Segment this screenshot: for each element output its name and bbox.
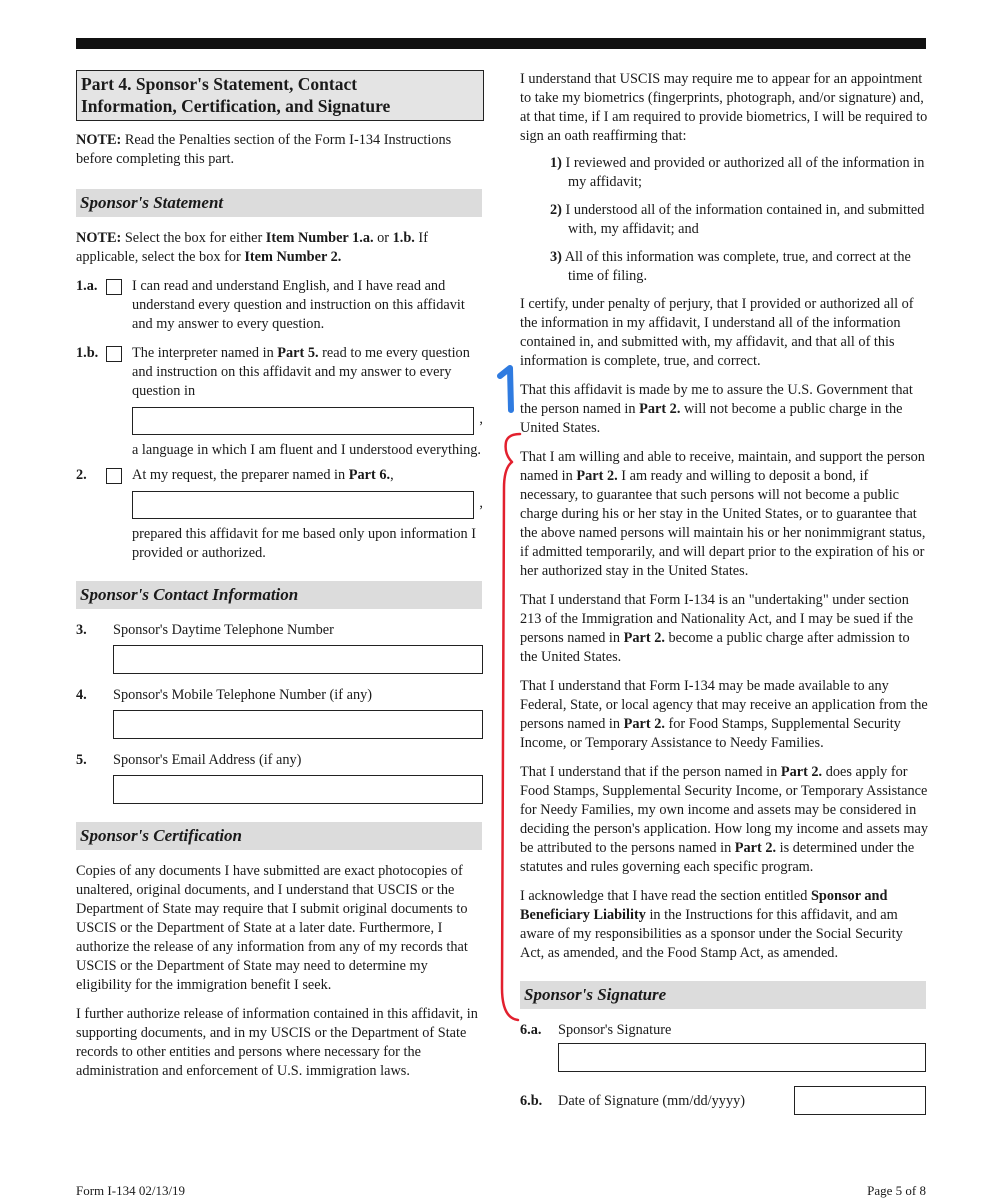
- email-input[interactable]: [113, 775, 483, 804]
- signature-6b: 6.b. Date of Signature (mm/dd/yyyy): [520, 1092, 928, 1111]
- field-5: 5. Sponsor's Email Address (if any): [76, 751, 484, 804]
- signature-label: Sponsor's Signature: [558, 1022, 672, 1038]
- item-1b: [76, 344, 484, 460]
- part-note: NOTE: Read the Penalties section of the Form I-134 Instructions before completing this part.: [76, 132, 452, 167]
- part-title-line1: Part 4. Sponsor's Statement, Contact: [81, 74, 358, 94]
- section-heading-statement: Sponsor's Statement: [76, 189, 482, 217]
- oath-item-3: 3) All of this information was complete, true, and correct at the time of filing.: [550, 249, 911, 284]
- section-heading-certification: Sponsor's Certification: [76, 822, 482, 850]
- statement-note: NOTE: Select the box for either Item Number 1.a. or 1.b. If applicable, select the box for Item Number 2.: [76, 230, 428, 265]
- liability-acknowledgement: I acknowledge that I have read the section entitled Sponsor and Beneficiary Liability in the Instructions for this affidavit, and am aware of my responsibilities as a sponsor under the Social Security Act, as amended, and the Food Stamp Act, as amended.: [520, 888, 903, 961]
- oath-list: [550, 154, 928, 286]
- benefits-application: That I understand that if the person named in Part 2. does apply for Food Stamps, Supplemental Security Income, or Temporary Assistance for Needy Families, my own income and assets may be considered in deciding the person's application. How long my income and assets may be attributed to the persons named in Part 2. is determined under the statutes and rules governing each specific program.: [520, 764, 928, 875]
- signature-input[interactable]: [558, 1043, 926, 1072]
- item-1a-text: I can read and understand English, and I have read and understand every question and instruction on this affidavit and my answer to every question.: [132, 278, 465, 332]
- item-number: 1.a.: [76, 278, 98, 294]
- daytime-phone-input[interactable]: [113, 645, 483, 674]
- field-3: 3. Sponsor's Daytime Telephone Number: [76, 621, 484, 674]
- biometrics-intro: I understand that USCIS may require me to appear for an appointment to take my biometrics (fingerprints, photograph, and/or signature) and, at that time, if I am required to provide biometrics, I will be required to sign an oath reaffirming that:: [520, 71, 928, 144]
- checkbox-1b[interactable]: [106, 346, 122, 362]
- part-title-line2: Information, Certification, and Signature: [81, 96, 391, 116]
- top-rule: [76, 38, 926, 49]
- left-column: [76, 70, 484, 1091]
- mobile-phone-input[interactable]: [113, 710, 483, 739]
- item-number: 1.b.: [76, 345, 99, 361]
- daytime-phone-label: Sponsor's Daytime Telephone Number: [113, 622, 334, 638]
- item-1b-text: The interpreter named in Part 5. read to me every question and instruction on this affidavit and my answer to every question in , a language in which I am fluent and I understood everything.: [132, 345, 483, 458]
- item-1a: [76, 277, 484, 334]
- right-column: [520, 70, 928, 1121]
- oath-item-1: 1) I reviewed and provided or authorized all of the information in my affidavit;: [550, 155, 925, 190]
- perjury-certification: I certify, under penalty of perjury, that I provided or authorized all of the information in my affidavit, I understand all of the information contained in, and submitted with, my affidavit, and that all of this information is complete, true, and correct.: [520, 296, 914, 369]
- email-label: Sponsor's Email Address (if any): [113, 752, 302, 768]
- preparer-input[interactable]: ,: [132, 491, 474, 519]
- item-number: 2.: [76, 467, 87, 483]
- part-title-box: [76, 70, 484, 121]
- blue-number-one-mark: [496, 364, 522, 414]
- checkbox-2[interactable]: [106, 468, 122, 484]
- oath-item-2: 2) I understood all of the information contained in, and submitted with, my affidavit; and: [550, 202, 925, 237]
- field-4: 4. Sponsor's Mobile Telephone Number (if any): [76, 686, 484, 739]
- willing-support: That I am willing and able to receive, maintain, and support the person named in Part 2. I am ready and willing to deposit a bond, if necessary, to guarantee that such persons will not become a public charge during his or her stay in the United States, or to guarantee that the above named persons will maintain his or her nonimmigrant status, if admitted temporarily, and will depart prior to the expiration of his or her authorized stay in the United States.: [520, 449, 926, 579]
- footer-page-number: Page 5 of 8: [867, 1183, 926, 1198]
- item-2-after: prepared this affidavit for me based only upon information I provided or authorized.: [132, 526, 476, 561]
- item-2: [76, 466, 484, 563]
- certification-paragraph-2: I further authorize release of information contained in this affidavit, in supporting documents, and in my USCIS or the Department of State records to other entities and persons where necessary for the administration and enforcement of U.S. immigration laws.: [76, 1006, 478, 1079]
- signature-date-label: Date of Signature (mm/dd/yyyy): [558, 1093, 746, 1109]
- signature-6a: 6.a. Sponsor's Signature: [520, 1021, 928, 1072]
- footer-form-id: Form I-134 02/13/19: [76, 1183, 186, 1198]
- section-heading-signature: Sponsor's Signature: [520, 981, 926, 1009]
- item-2-text: At my request, the preparer named in Part 6., , prepared this affidavit for me based only upon information I provided or authorized.: [132, 467, 483, 561]
- language-input[interactable]: ,: [132, 407, 474, 435]
- agency-availability: That I understand that Form I-134 may be made available to any Federal, State, or local agency that may receive an application from the persons named in Part 2. for Food Stamps, Supplemental Security Income, or Temporary Assistance to Needy Families.: [520, 678, 928, 751]
- certification-paragraph-1: Copies of any documents I have submitted are exact photocopies of unaltered, original documents, and I understand that USCIS or the Department of State may require that I submit original documents to USCIS or the Department of State at a later date. Furthermore, I authorize the release of any information from any of my records that USCIS or the Department of State may need to determine my eligibility for the immigration benefit I seek.: [76, 863, 468, 993]
- signature-date-input[interactable]: [794, 1086, 926, 1115]
- undertaking: That I understand that Form I-134 is an "undertaking" under section 213 of the Immigration and Nationality Act, and I may be sued if the persons named in Part 2. become a public charge after admission to the United States.: [520, 592, 914, 665]
- government-assurance: That this affidavit is made by me to assure the U.S. Government that the person named in Part 2. will not become a public charge in the United States.: [520, 382, 913, 436]
- section-heading-contact: Sponsor's Contact Information: [76, 581, 482, 609]
- checkbox-1a[interactable]: [106, 279, 122, 295]
- mobile-phone-label: Sponsor's Mobile Telephone Number (if any): [113, 687, 373, 703]
- item-1b-after: a language in which I am fluent and I understood everything.: [132, 442, 481, 458]
